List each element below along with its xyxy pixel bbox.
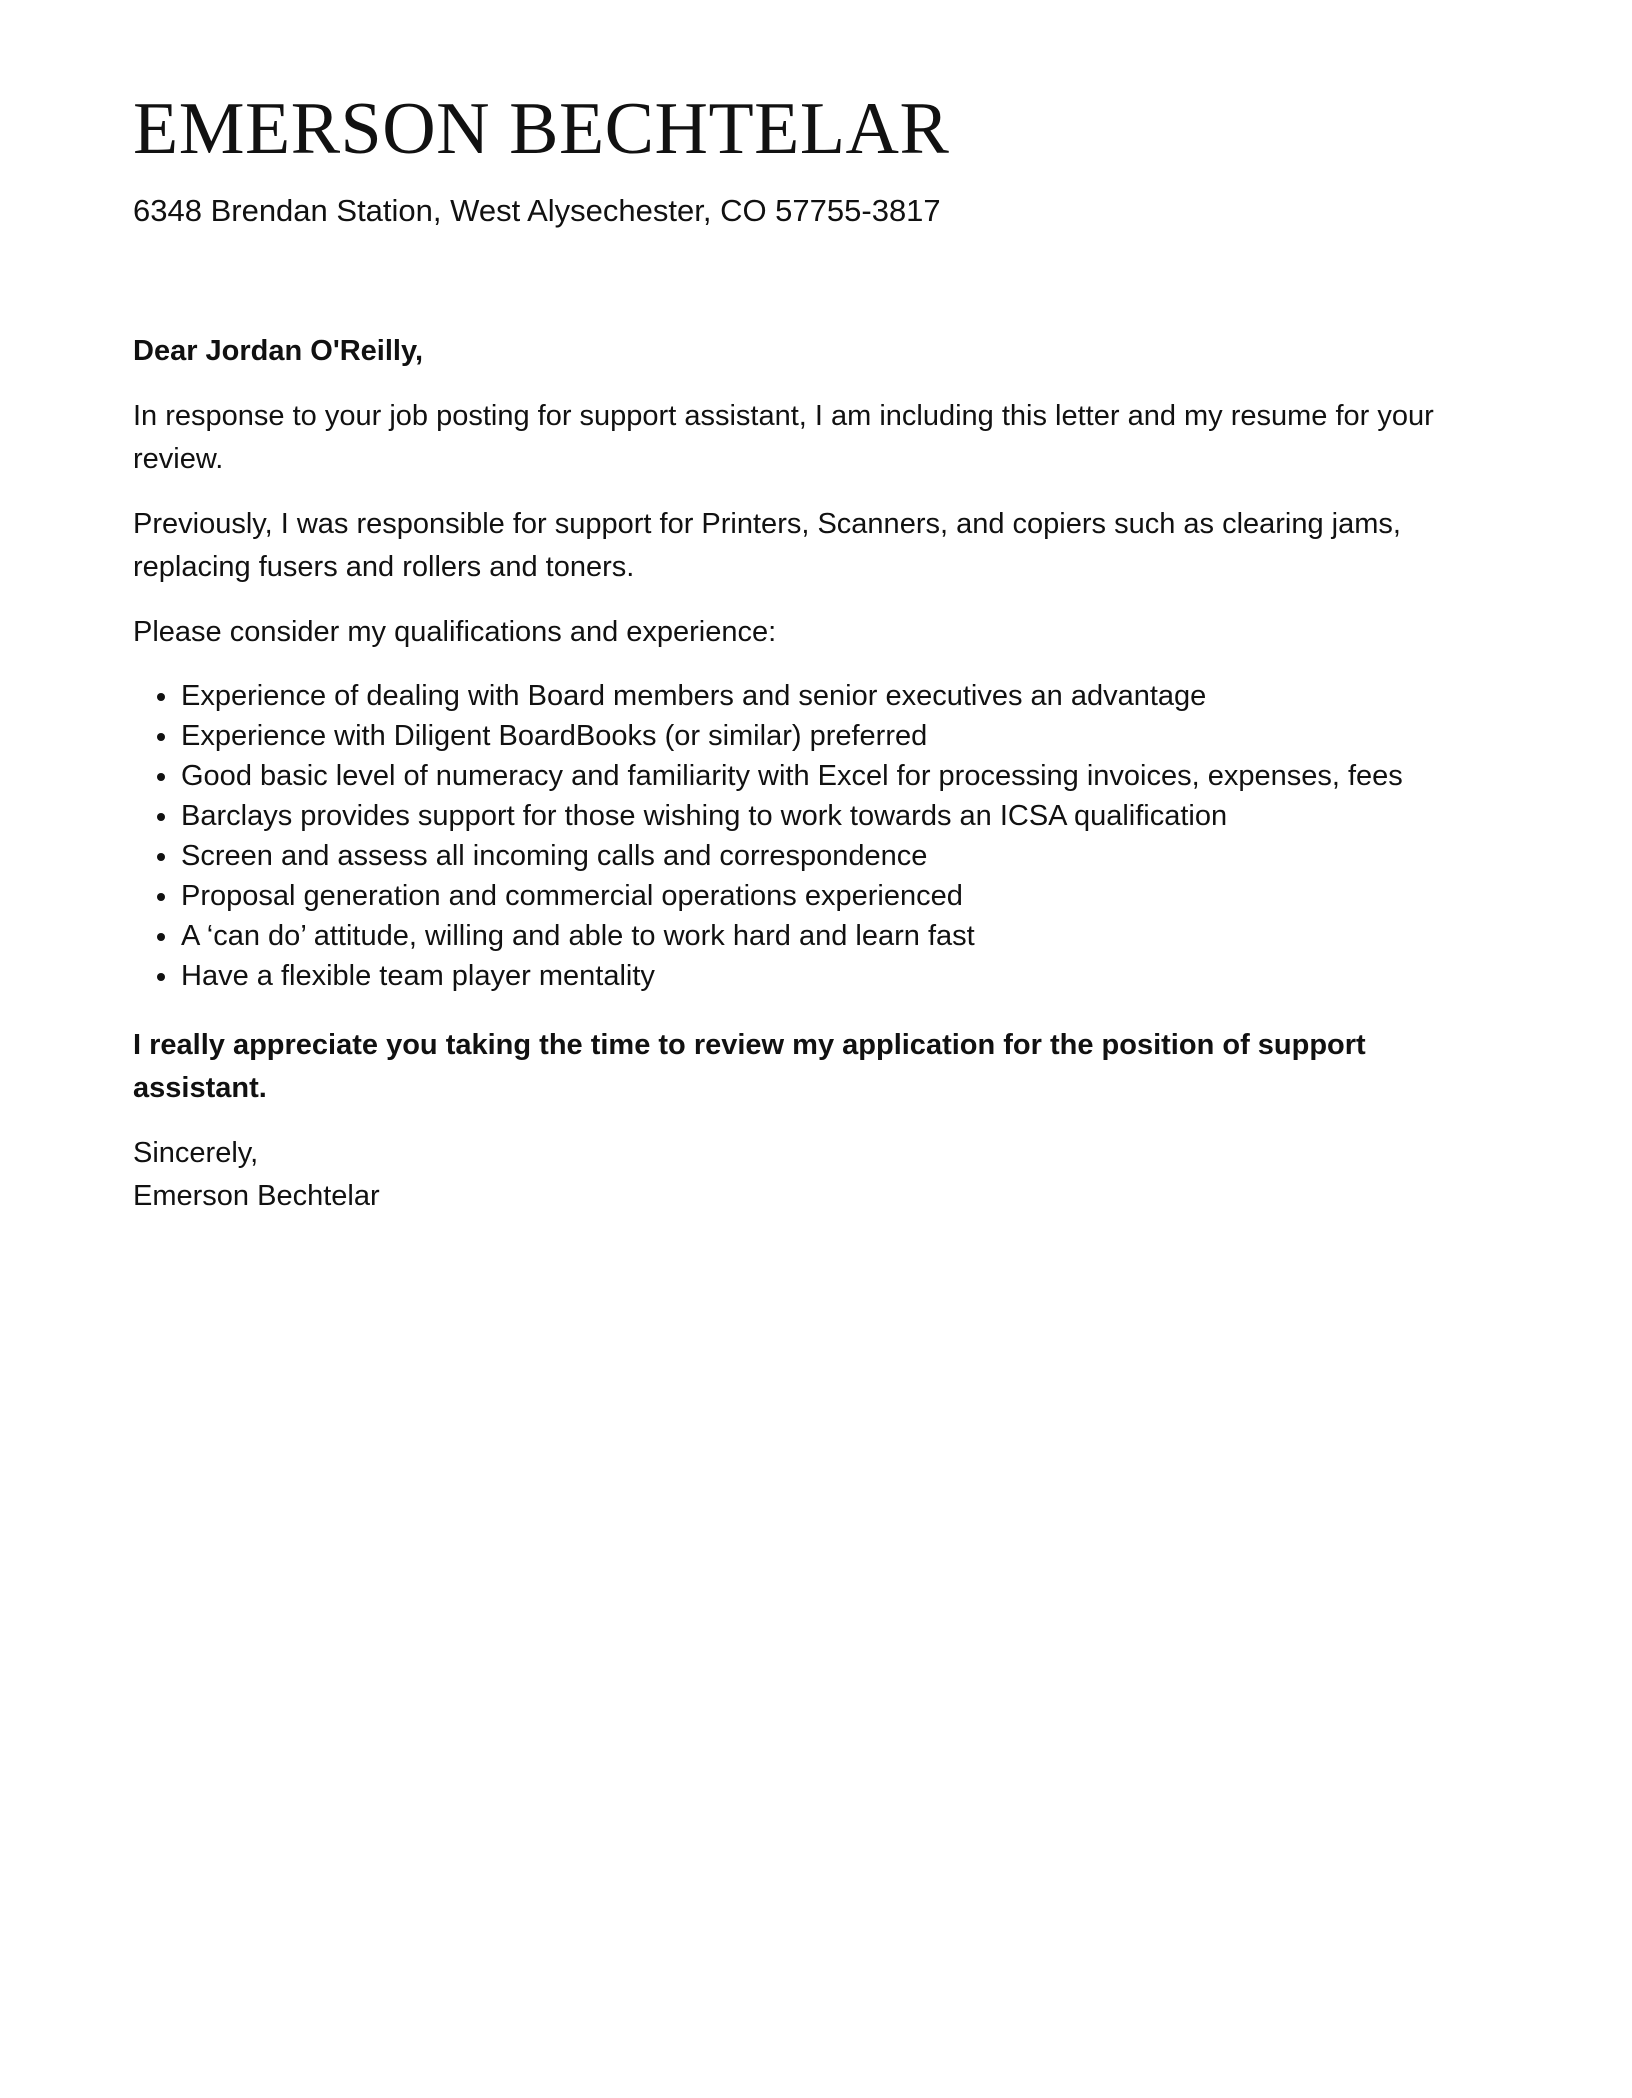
letter-body: [133, 330, 1503, 1218]
letter-paragraph-intro: In response to your job posting for support assistant, I am including this letter and my resume for your review.: [133, 400, 1434, 475]
applicant-address: 6348 Brendan Station, West Alysechester, CO 57755-3817: [133, 193, 941, 228]
letter-closing: I really appreciate you taking the time to review my application for the position of support assistant.: [133, 1029, 1366, 1104]
qualification-item: Barclays provides support for those wishing to work towards an ICSA qualification: [181, 796, 1503, 836]
qualification-item: A ‘can do’ attitude, willing and able to work hard and learn fast: [181, 916, 1503, 956]
qualification-item: Experience of dealing with Board members and senior executives an advantage: [181, 676, 1503, 716]
qualification-item: Screen and assess all incoming calls and correspondence: [181, 836, 1503, 876]
letter-paragraph-qualifications-lead: Please consider my qualifications and experience:: [133, 616, 777, 648]
signature-name: Emerson Bechtelar: [133, 1180, 380, 1212]
signoff-text: Sincerely,: [133, 1137, 259, 1169]
qualification-item: Proposal generation and commercial operations experienced: [181, 876, 1503, 916]
qualification-item: Have a flexible team player mentality: [181, 956, 1503, 996]
qualifications-list: [133, 676, 1503, 996]
letter-greeting: Dear Jordan O'Reilly,: [133, 335, 424, 367]
qualification-item: Good basic level of numeracy and familiarity with Excel for processing invoices, expenses, fees: [181, 756, 1503, 796]
letter-paragraph-experience: Previously, I was responsible for support for Printers, Scanners, and copiers such as clearing jams, replacing fusers and rollers and toners.: [133, 508, 1401, 583]
applicant-name: EMERSON BECHTELAR: [133, 88, 950, 170]
qualification-item: Experience with Diligent BoardBooks (or similar) preferred: [181, 716, 1503, 756]
letter-signoff-block: [133, 1132, 1503, 1218]
